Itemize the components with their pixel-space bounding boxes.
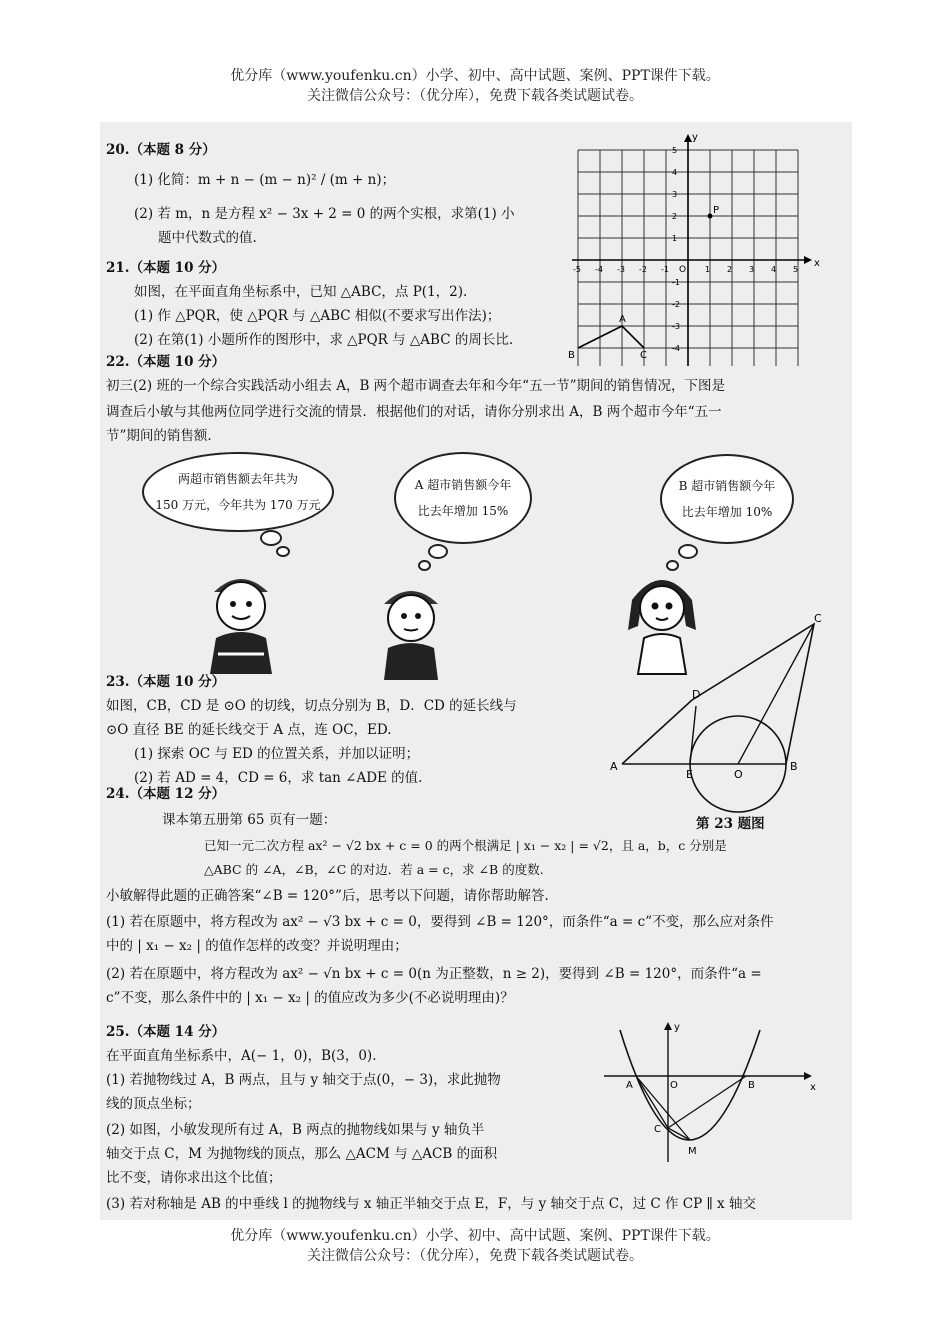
- q24-part1-cont: 中的 | x₁ − x₂ | 的值作怎样的改变？并说明理由；: [106, 938, 408, 954]
- q25-part2-cont2: 比不变，请你求出这个比值；: [106, 1170, 282, 1186]
- q24-line4: 小敏解得此题的正确答案“∠B = 120°”后，思考以下问题，请你帮助解答.: [106, 888, 549, 904]
- q22-line2: 调查后小敏与其他两位同学进行交流的情景．根据他们的对话，请你分别求出 A，B 两个超市今年“五一: [106, 404, 722, 420]
- q23-part1: (1) 探索 OC 与 ED 的位置关系，并加以证明；: [134, 746, 420, 762]
- watermark-line1: 优分库（www.youfenku.cn）小学、初中、高中试题、案例、PPT课件下载。: [230, 68, 720, 84]
- grid-point-B: B: [568, 350, 575, 361]
- grid-y-tick: 2: [672, 212, 678, 221]
- bubble3-tail: [678, 544, 698, 559]
- q23-point-C: C: [814, 612, 822, 625]
- q22-line1: 初三(2) 班的一个综合实践活动小组去 A，B 两个超市调查去年和今年“五一节”期间的销售情况，下图是: [106, 378, 725, 394]
- grid-y-tick: 5: [672, 146, 678, 155]
- grid-y-label: y: [692, 132, 698, 143]
- bubble2-line2: 比去年增加 15%: [417, 504, 509, 518]
- grid-y-tick: 1: [672, 234, 678, 243]
- speech-bubble-total: [142, 452, 334, 532]
- bubble1-tail-small: [276, 546, 290, 557]
- grid-x-label: x: [814, 258, 820, 269]
- speech-bubble-A: [394, 452, 532, 544]
- q25-title: 25.（本题 14 分）: [106, 1024, 226, 1040]
- q23-point-A: A: [610, 760, 618, 773]
- q25-x-label: x: [810, 1082, 816, 1093]
- q25-origin: O: [670, 1080, 678, 1091]
- grid-y-tick: -1: [672, 278, 680, 287]
- bubble2-line1: A 超市销售额今年: [414, 478, 512, 492]
- bubble3-line1: B 超市销售额今年: [678, 479, 776, 493]
- q23-line2: ⊙O 直径 BE 的延长线交于 A 点，连 OC，ED.: [106, 722, 392, 738]
- watermark-line2: 关注微信公众号：（优分库），免费下载各类试题试卷。: [307, 88, 643, 104]
- q24-part1: (1) 若在原题中，将方程改为 ax² − √3 bx + c = 0，要得到 ∠B = 120°，而条件“a = c”不变，那么应对条件: [106, 914, 774, 930]
- watermark-bottom: [0, 1226, 950, 1266]
- q25-point-A: A: [626, 1080, 633, 1091]
- q23-point-D: D: [692, 688, 701, 701]
- grid-point-A: A: [619, 314, 626, 325]
- grid-y-tick: -3: [672, 322, 680, 331]
- q25-line1: 在平面直角坐标系中，A(− 1，0)，B(3，0).: [106, 1048, 377, 1064]
- grid-x-tick: 2: [727, 265, 733, 274]
- q22-title: 22.（本题 10 分）: [106, 354, 226, 370]
- grid-origin: O: [679, 265, 687, 275]
- grid-x-tick: 5: [793, 265, 799, 274]
- q23-circle-figure: [592, 592, 842, 824]
- q23-point-O: O: [734, 768, 743, 781]
- q24-part2: (2) 若在原题中，将方程改为 ax² − √n bx + c = 0(n 为正整数，n ≥ 2)，要得到 ∠B = 120°，而条件“a =: [106, 966, 762, 982]
- grid-point-P: P: [713, 205, 720, 216]
- bubble3-line2: 比去年增加 10%: [681, 505, 773, 519]
- q20-part2: (2) 若 m，n 是方程 x² − 3x + 2 = 0 的两个实根，求第(1) 小: [134, 206, 515, 222]
- coordinate-grid-figure: [568, 130, 820, 366]
- q25-point-M: M: [688, 1146, 697, 1157]
- q21-part1: (1) 作 △PQR，使 △PQR 与 △ABC 相似(不要求写出作法)；: [134, 308, 501, 324]
- q21-intro: 如图，在平面直角坐标系中，已知 △ABC，点 P(1，2).: [134, 284, 468, 300]
- q24-line3: △ABC 的 ∠A，∠B，∠C 的对边．若 a = c，求 ∠B 的度数.: [204, 862, 544, 877]
- q25-point-C: C: [654, 1124, 661, 1135]
- q24-part2-cont: c”不变，那么条件中的 | x₁ − x₂ | 的值应改为多少(不必说明理由)？: [106, 990, 514, 1006]
- q21-part2: (2) 在第(1) 小题所作的图形中，求 △PQR 与 △ABC 的周长比.: [134, 332, 514, 348]
- watermark-line1-bottom: 优分库（www.youfenku.cn）小学、初中、高中试题、案例、PPT课件下载。: [230, 1228, 720, 1244]
- q23-line1: 如图，CB，CD 是 ⊙O 的切线，切点分别为 B，D．CD 的延长线与: [106, 698, 517, 714]
- bubble1-line2: 150 万元，今年共为 170 万元: [155, 498, 321, 512]
- grid-x-tick: -3: [617, 265, 625, 274]
- speech-bubble-B: [660, 454, 794, 544]
- grid-y-tick: 3: [672, 190, 678, 199]
- grid-x-tick: 3: [749, 265, 755, 274]
- q25-y-label: y: [674, 1022, 680, 1033]
- grid-x-tick: -4: [595, 265, 603, 274]
- watermark-line2-bottom: 关注微信公众号：（优分库），免费下载各类试题试卷。: [307, 1248, 643, 1264]
- grid-point-C: C: [640, 350, 647, 361]
- bubble2-tail: [428, 544, 448, 559]
- bubble1-line1: 两超市销售额去年共为: [177, 472, 298, 486]
- grid-y-tick: 4: [672, 168, 678, 177]
- q22-line3: 节”期间的销售额.: [106, 428, 212, 444]
- q20-part2-cont: 题中代数式的值.: [158, 230, 257, 246]
- q25-part2: (2) 如图，小敏发现所有过 A，B 两点的抛物线如果与 y 轴负半: [106, 1122, 485, 1138]
- student-boy-2-illustration: [366, 574, 456, 684]
- grid-x-tick: 1: [705, 265, 711, 274]
- q23-part2: (2) 若 AD = 4，CD = 6，求 tan ∠ADE 的值.: [134, 770, 423, 786]
- q21-title: 21.（本题 10 分）: [106, 260, 226, 276]
- q25-part1-cont: 线的顶点坐标；: [106, 1096, 201, 1112]
- grid-y-tick: -2: [672, 300, 680, 309]
- grid-x-tick: 4: [771, 265, 777, 274]
- q25-part2-cont: 轴交于点 C，M 为抛物线的顶点，那么 △ACM 与 △ACB 的面积: [106, 1146, 498, 1162]
- q23-title: 23.（本题 10 分）: [106, 674, 226, 690]
- q25-part1: (1) 若抛物线过 A，B 两点，且与 y 轴交于点(0，− 3)，求此抛物: [106, 1072, 501, 1088]
- grid-x-tick: -1: [661, 265, 669, 274]
- q20-part1: (1) 化简：m + n − (m − n)² / (m + n)；: [134, 172, 396, 188]
- watermark-top: [0, 66, 950, 106]
- q20-title: 20.（本题 8 分）: [106, 142, 216, 158]
- q24-line1: 课本第五册第 65 页有一题：: [162, 812, 337, 828]
- student-boy-1-illustration: [196, 562, 286, 677]
- grid-x-tick: -5: [573, 265, 581, 274]
- q25-part3: (3) 若对称轴是 AB 的中垂线 l 的抛物线与 x 轴正半轴交于点 E，F，与 y 轴交于点 C，过 C 作 CP ∥ x 轴交: [106, 1196, 756, 1212]
- bubble1-tail: [260, 530, 282, 546]
- q25-parabola-figure: [600, 1020, 820, 1170]
- scanned-exam-page: [100, 122, 852, 1220]
- q24-title: 24.（本题 12 分）: [106, 786, 226, 802]
- bubble2-tail-small: [418, 560, 431, 571]
- grid-y-tick: -4: [672, 344, 680, 353]
- q24-line2: 已知一元二次方程 ax² − √2 bx + c = 0 的两个根满足 | x₁ − x₂ | = √2，且 a，b，c 分别是: [204, 838, 727, 853]
- q25-point-B: B: [748, 1080, 755, 1091]
- q23-figure-caption: 第 23 题图: [696, 816, 765, 832]
- q23-point-B: B: [790, 760, 798, 773]
- q23-point-E: E: [686, 768, 693, 781]
- grid-x-tick: -2: [639, 265, 647, 274]
